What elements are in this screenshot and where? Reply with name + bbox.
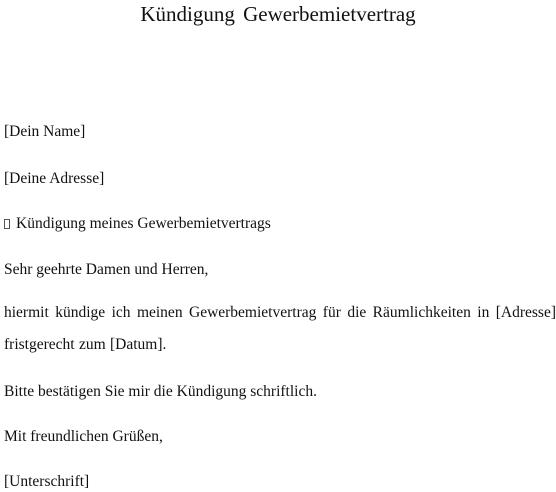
closing: Mit freundlichen Grüßen, [4, 428, 163, 445]
body-paragraph-text: hiermit kündige ich meinen Gewerbemietvertrag für die Räumlichkeiten in [Adresse] fristgerecht zum [Datum]. [4, 304, 556, 353]
salutation: Sehr geehrte Damen und Herren, [4, 261, 209, 278]
sender-address: [Deine Adresse] [4, 170, 105, 187]
signature-placeholder: [Unterschrift] [4, 473, 90, 490]
box-glyph-icon [4, 219, 10, 229]
confirmation-request: Bitte bestätigen Sie mir die Kündigung schriftlich. [4, 383, 317, 400]
body-paragraph [4, 297, 556, 361]
subject-line [4, 215, 271, 233]
document-title: Kündigung Gewerbemietvertrag [140, 2, 416, 26]
subject-text: Kündigung meines Gewerbemietvertrags [16, 215, 271, 232]
sender-name: [Dein Name] [4, 123, 86, 140]
